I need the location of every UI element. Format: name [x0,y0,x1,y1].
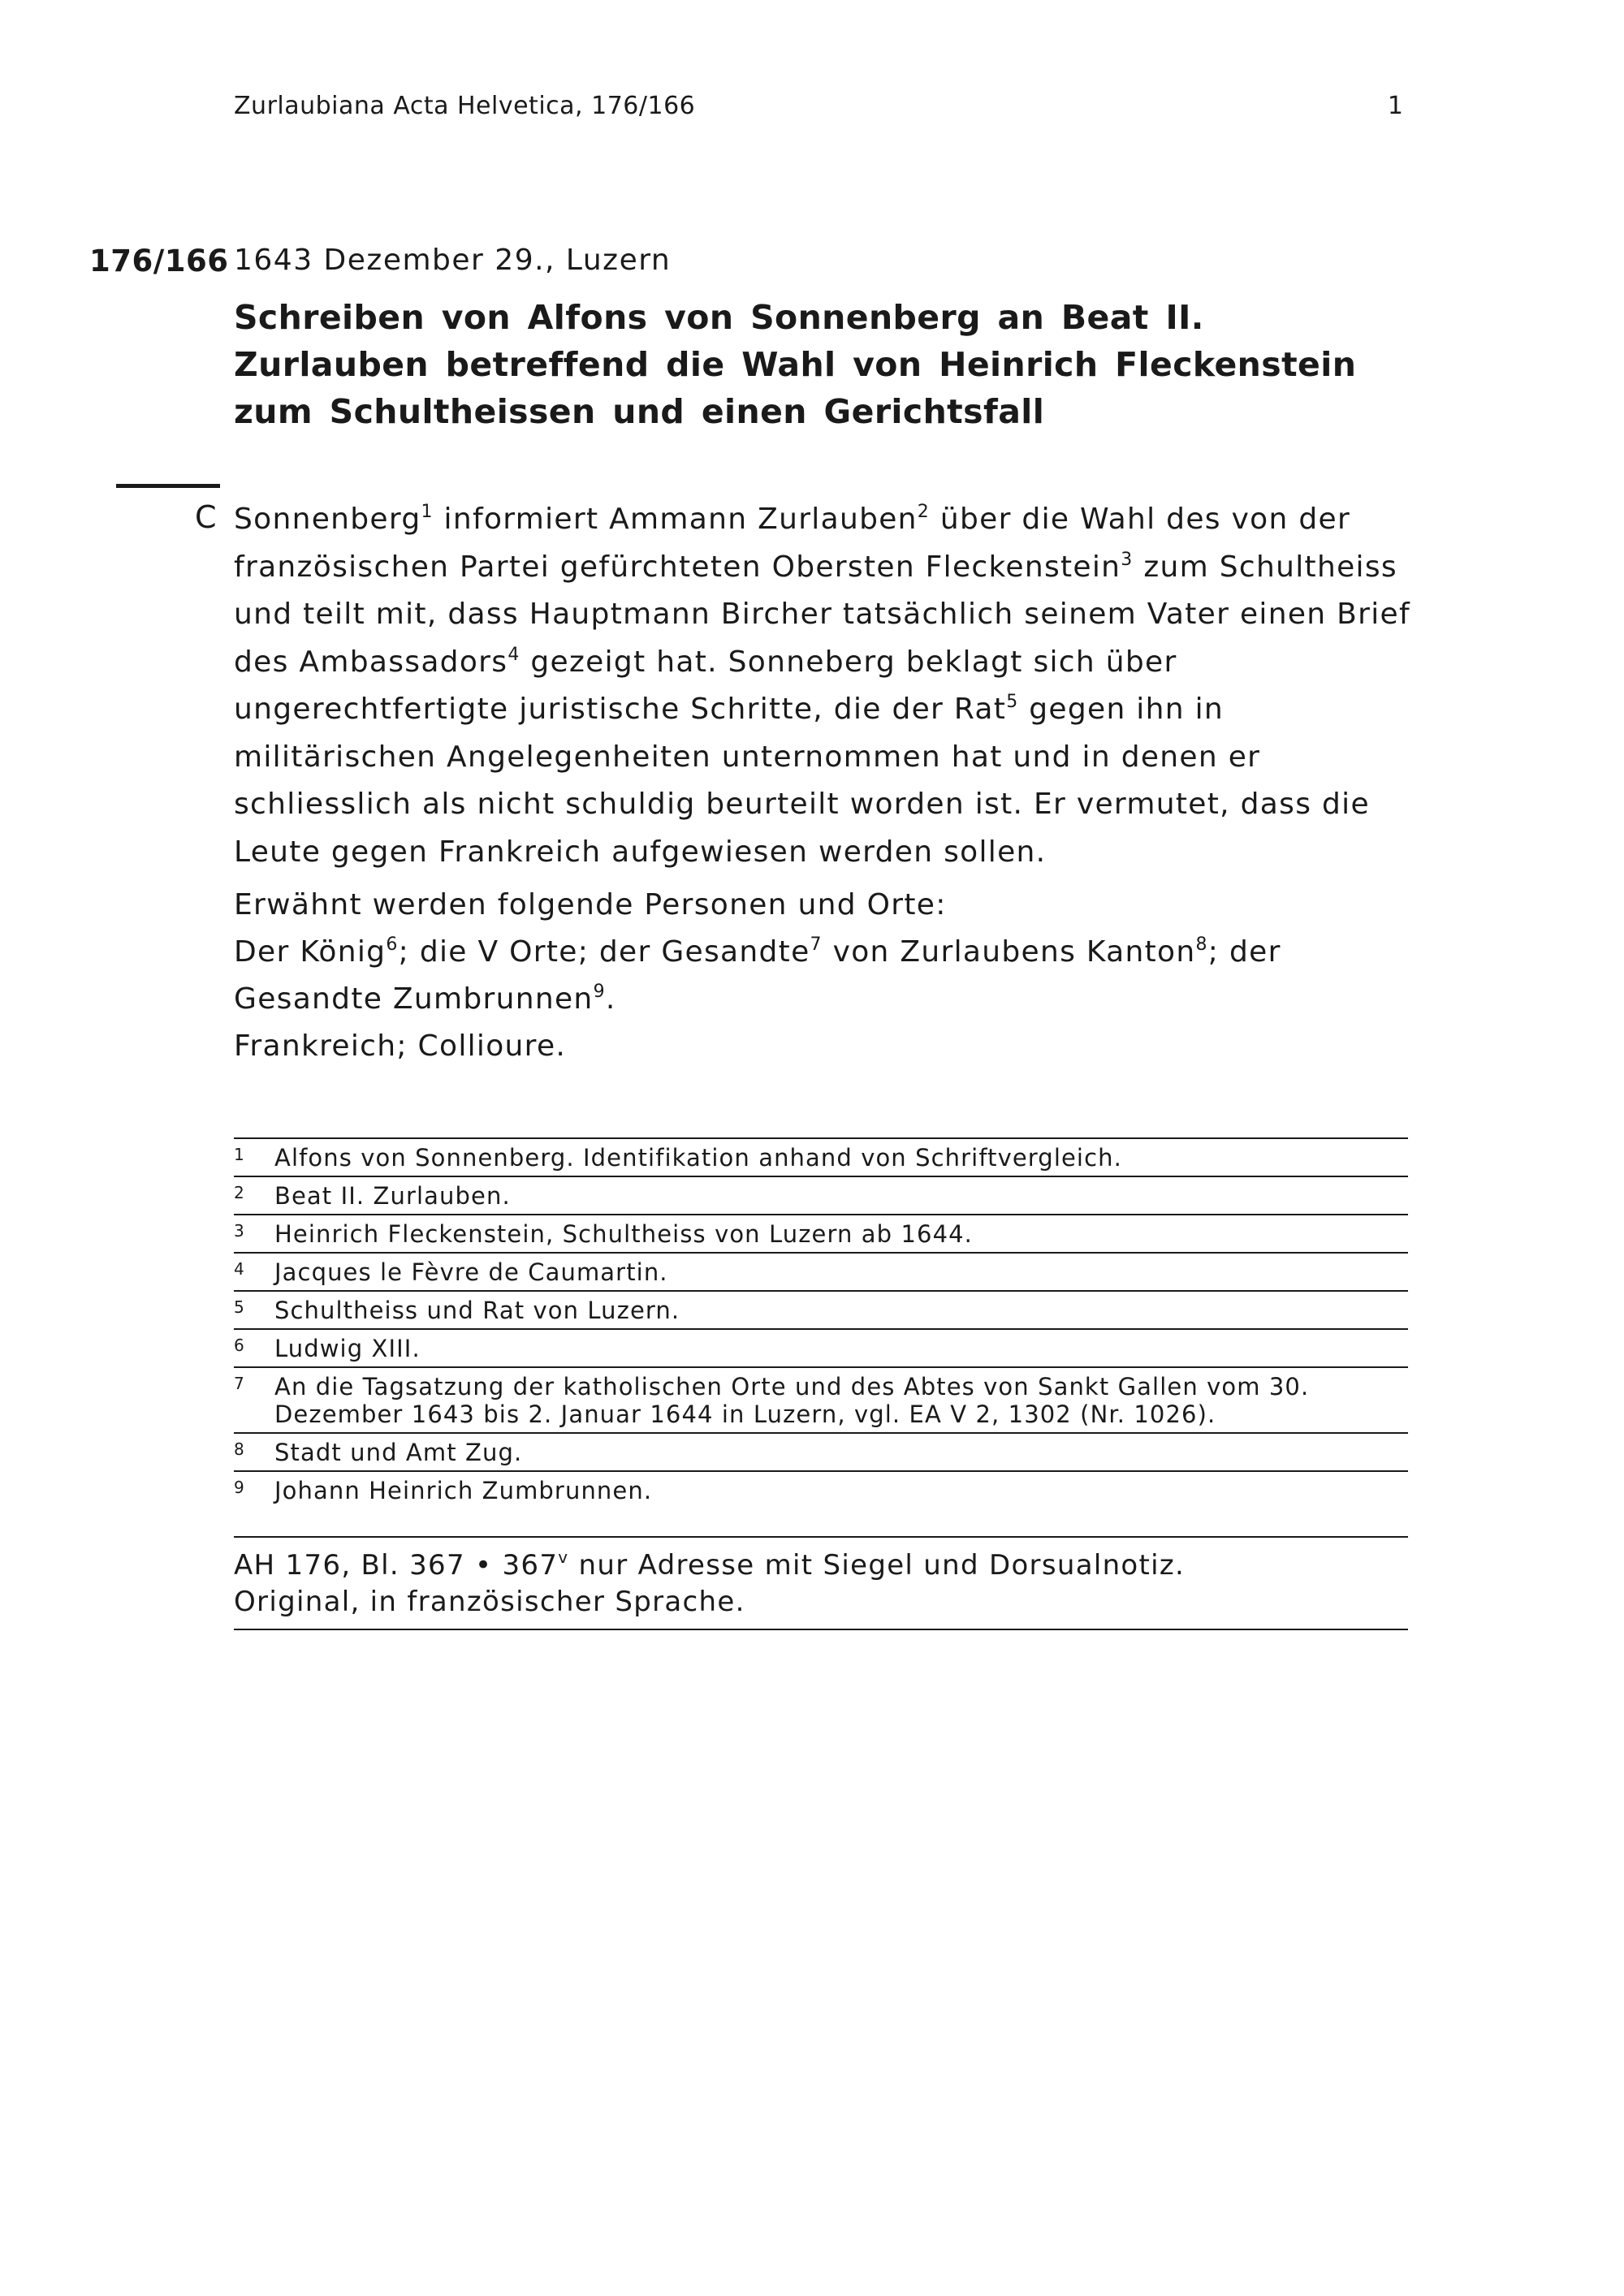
document-number: 176/166 [89,244,229,278]
footnote-number: 2 [234,1183,245,1202]
footnote-number: 3 [234,1221,245,1241]
footnote-text: Jacques le Fèvre de Caumartin. [274,1258,668,1286]
footnote-number: 7 [234,1374,245,1393]
footnote [234,1290,1408,1328]
regest-text: über die Wahl des von der französischen Partei gefürchteten Obersten Fleckenstein [234,503,1351,584]
source-note [234,1536,1408,1630]
footnote-text: Ludwig XIII. [274,1335,421,1362]
regest-text: gezeigt hat. Sonneberg beklagt sich über ungerechtfertigte juristische Schritte, die der Rat [234,645,1177,726]
footnote-ref-3[interactable]: 3 [1121,549,1134,570]
document-title: Schreiben von Alfons von Sonnenberg an Beat II. Zurlauben betreffend die Wahl von Heinrich Fleckenstein zum Schultheissen und einen Gerichtsfall [234,298,1357,431]
footnote-number: 9 [234,1478,245,1497]
page-number: 1 [1387,92,1403,120]
persons-text: ; der Gesandte Zumbrunnen [234,935,1281,1016]
signature-text: AH 176, Bl. 367 • 367 [234,1549,559,1582]
footnote [234,1366,1408,1432]
footnote-ref-4[interactable]: 4 [508,644,520,665]
source-original: Original, in französischer Sprache. [234,1586,745,1618]
footnote-number: 1 [234,1145,245,1164]
footnote-text: Stadt und Amt Zug. [274,1439,523,1466]
signature-text: nur Adresse mit Siegel und Dorsualnotiz. [568,1549,1186,1582]
regest-paragraph [234,496,1415,876]
persons-list [234,929,1411,1023]
footnote-number: 8 [234,1439,245,1459]
regest-letter: C [195,499,217,535]
persons-intro: Erwähnt werden folgende Personen und Orte: [234,888,947,921]
regest-text: zum Schultheiss und teilt mit, dass Hauptmann Bircher tatsächlich seinem Vater einen Brief des Ambassadors [234,550,1410,679]
section-divider [116,484,220,488]
document-date-place: 1643 Dezember 29., Luzern [234,244,672,277]
footnote-number: 5 [234,1297,245,1317]
places-list: Frankreich; Collioure. [234,1029,567,1063]
footnote-ref-5[interactable]: 5 [1006,692,1019,712]
footnote [234,1432,1408,1470]
regest-text: informiert Ammann Zurlauben [433,503,918,536]
footnote [234,1176,1408,1214]
footnote-text: Schultheiss und Rat von Luzern. [274,1297,680,1324]
source-signature [234,1547,1408,1584]
footnote-number: 6 [234,1336,245,1355]
footnote-text: Beat II. Zurlauben. [274,1182,511,1210]
footnote-ref-2[interactable]: 2 [917,502,931,522]
footnote [234,1328,1408,1366]
verso-mark: v [558,1547,569,1567]
footnote [234,1137,1408,1176]
footnotes-list [234,1137,1408,1508]
footnote [234,1470,1408,1508]
persons-text: Der König [234,935,387,969]
footnote-ref-9[interactable]: 9 [593,982,606,1002]
footnote-ref-7[interactable]: 7 [810,934,823,955]
footnote-ref-6[interactable]: 6 [386,934,399,955]
footnote-text: Johann Heinrich Zumbrunnen. [274,1477,653,1504]
persons-text: ; die V Orte; der Gesandte [398,935,810,969]
footnote-ref-1[interactable]: 1 [421,502,434,522]
footnote-text: Heinrich Fleckenstein, Schultheiss von Luzern ab 1644. [274,1220,973,1248]
regest-text: gegen ihn in militärischen Angelegenheiten unternommen hat und in denen er schliesslich als nicht schuldig beurteilt worden ist. Er vermutet, dass die Leute gegen Frankreich aufgewiesen werden sollen. [234,693,1370,869]
persons-and-places [234,882,1411,1070]
persons-text: von Zurlaubens Kanton [822,935,1196,969]
footnote [234,1252,1408,1290]
persons-text: . [605,982,616,1016]
footnote [234,1214,1408,1252]
running-title: Zurlaubiana Acta Helvetica, 176/166 [234,92,696,120]
footnote-number: 4 [234,1259,245,1279]
footnote-text: Alfons von Sonnenberg. Identifikation anhand von Schriftvergleich. [274,1144,1122,1172]
regest-text: Sonnenberg [234,503,421,536]
footnote-text: An die Tagsatzung der katholischen Orte und des Abtes von Sankt Gallen vom 30. Dezember 1643 bis 2. Januar 1644 in Luzern, vgl. EA V 2, 1302 (Nr. 1026). [274,1373,1310,1428]
footnote-ref-8[interactable]: 8 [1195,934,1208,955]
